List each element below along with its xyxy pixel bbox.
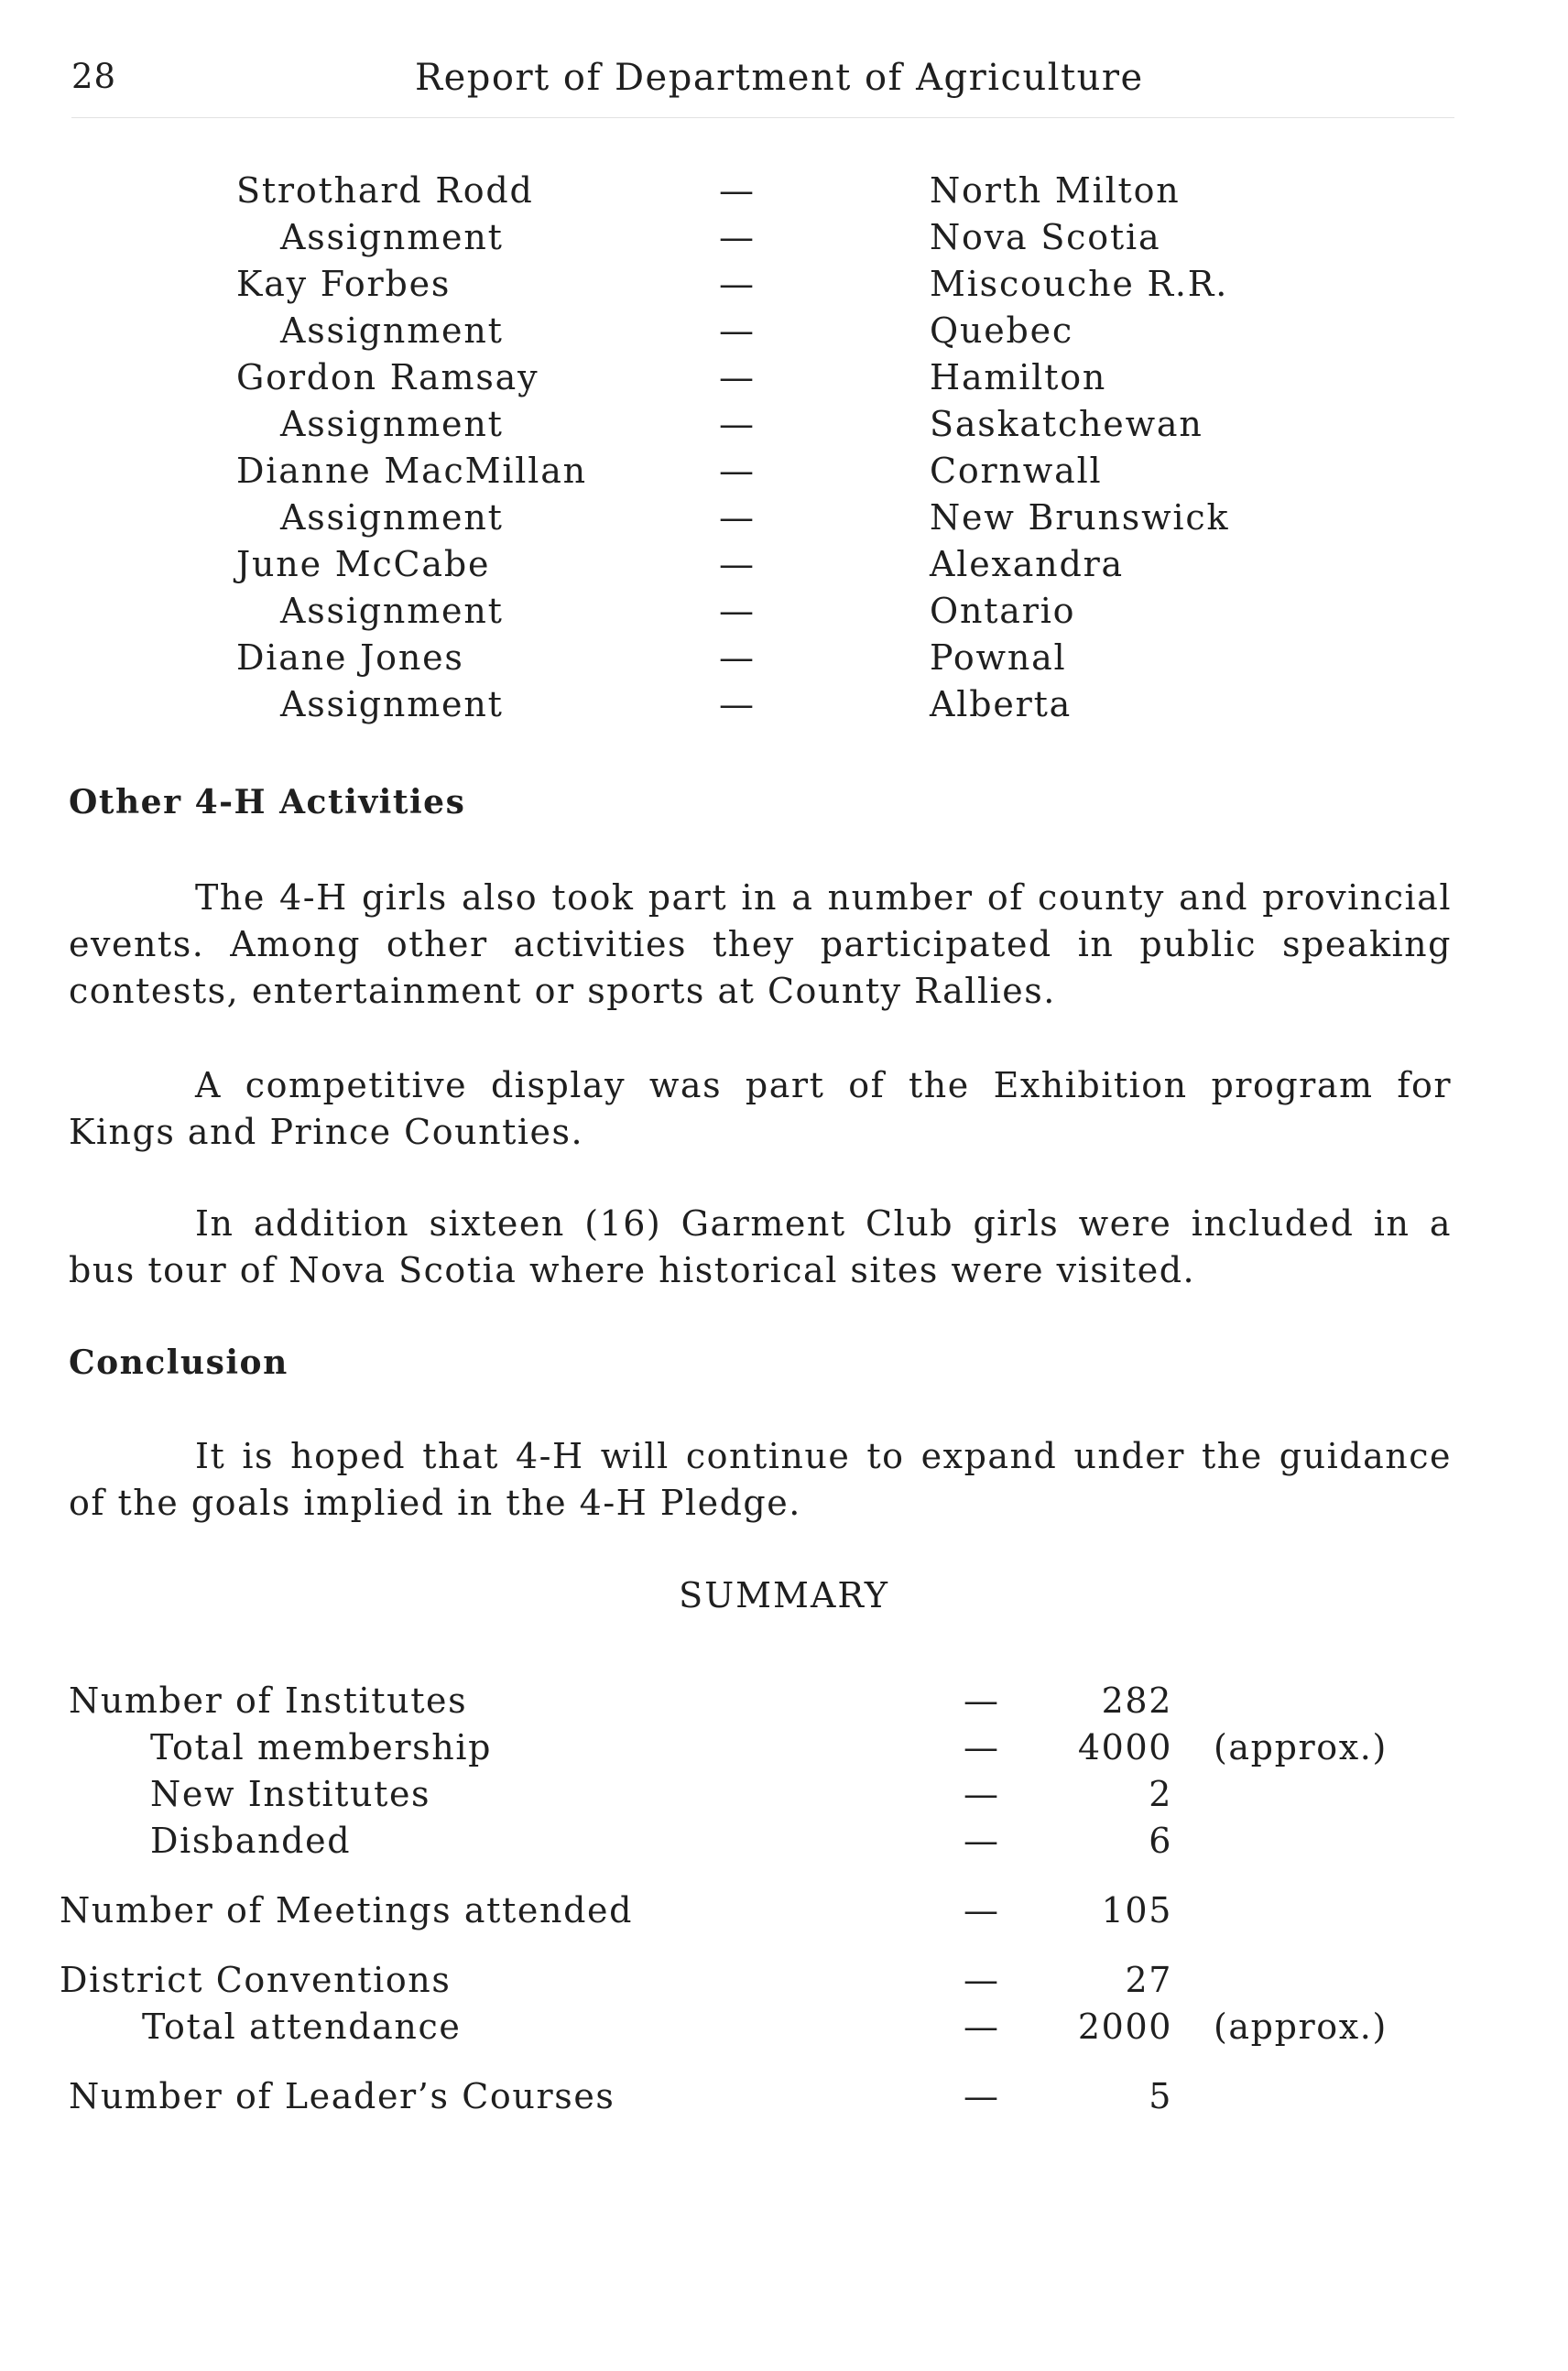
assignment-place: Ontario <box>930 591 1076 631</box>
summary-label: Number of Leader’s Courses <box>69 2076 615 2116</box>
summary-value: 105 <box>1101 1890 1172 1931</box>
summary-label: Disbanded <box>150 1821 352 1861</box>
dash: — <box>719 264 756 304</box>
assignment-name: Diane Jones <box>236 637 464 678</box>
assignment-row <box>0 451 1568 496</box>
assignment-name: Assignment <box>280 684 504 724</box>
assignment-name: Assignment <box>280 310 504 351</box>
assignment-place: New Brunswick <box>930 497 1230 538</box>
dash: — <box>964 1727 1000 1767</box>
assignment-place: Cornwall <box>930 451 1103 491</box>
assignment-name: June McCabe <box>236 544 491 584</box>
assignment-place: North Milton <box>930 170 1181 211</box>
assignment-name: Assignment <box>280 217 504 257</box>
assignment-name: Gordon Ramsay <box>236 357 539 397</box>
dash: — <box>964 1680 1000 1721</box>
assignment-row <box>0 264 1568 310</box>
summary-value: 4000 <box>1077 1727 1172 1767</box>
assignment-name: Kay Forbes <box>236 264 452 304</box>
assignment-row <box>0 497 1568 543</box>
running-title: Report of Department of Agriculture <box>415 57 1144 99</box>
dash: — <box>719 544 756 584</box>
assignment-row <box>0 591 1568 636</box>
dash: — <box>719 497 756 538</box>
dash: — <box>964 1960 1000 2000</box>
assignment-row <box>0 404 1568 450</box>
summary-label: Total membership <box>150 1727 493 1767</box>
paragraph: In addition sixteen (16) Garment Club girls were included in a bus tour of Nova Scotia where historical sites were visited. <box>69 1203 1452 1290</box>
dash: — <box>964 2007 1000 2047</box>
dash: — <box>719 170 756 211</box>
dash: — <box>719 217 756 257</box>
summary-value: 2 <box>1149 1774 1172 1814</box>
assignment-place: Alexandra <box>930 544 1124 584</box>
summary-value: 5 <box>1149 2076 1172 2116</box>
assignment-row <box>0 170 1568 216</box>
paragraph: The 4-H girls also took part in a number of county and provincial events. Among other activities they participated in public speaking contests, entertainment or sports at County Rallies. <box>69 877 1452 1011</box>
header-rule <box>71 117 1454 118</box>
assignment-name: Dianne MacMillan <box>236 451 587 491</box>
dash: — <box>964 1821 1000 1861</box>
assignment-row <box>0 217 1568 263</box>
dash: — <box>719 591 756 631</box>
page-header <box>71 57 1454 121</box>
dash: — <box>719 451 756 491</box>
dash: — <box>719 357 756 397</box>
dash: — <box>964 2076 1000 2116</box>
assignment-name: Assignment <box>280 591 504 631</box>
summary-value: 6 <box>1149 1821 1172 1861</box>
dash: — <box>719 637 756 678</box>
section-heading-other-activities: Other 4-H Activities <box>69 783 466 821</box>
paragraph: It is hoped that 4-H will continue to expand under the guidance of the goals implied in the 4-H Pledge. <box>69 1436 1452 1523</box>
summary-label: Number of Institutes <box>69 1680 468 1721</box>
summary-value: 2000 <box>1077 2007 1172 2047</box>
paragraph: A competitive display was part of the Exhibition program for Kings and Prince Counties. <box>69 1065 1452 1152</box>
assignment-place: Miscouche R.R. <box>930 264 1229 304</box>
assignment-row <box>0 637 1568 683</box>
summary-note: (approx.) <box>1214 1727 1388 1767</box>
summary-row <box>0 1821 1568 1866</box>
summary-row <box>0 2007 1568 2052</box>
summary-value: 27 <box>1125 1960 1172 2000</box>
summary-label: Number of Meetings attended <box>60 1890 634 1931</box>
dash: — <box>964 1890 1000 1931</box>
summary-row <box>0 2076 1568 2122</box>
summary-row <box>0 1960 1568 2006</box>
summary-row <box>0 1680 1568 1726</box>
summary-value: 282 <box>1101 1680 1172 1721</box>
assignment-place: Hamilton <box>930 357 1107 397</box>
assignment-row <box>0 684 1568 730</box>
assignment-place: Alberta <box>930 684 1073 724</box>
summary-row <box>0 1774 1568 1820</box>
summary-row <box>0 1890 1568 1936</box>
assignment-place: Pownal <box>930 637 1067 678</box>
assignment-row <box>0 357 1568 403</box>
dash: — <box>719 684 756 724</box>
assignment-name: Assignment <box>280 497 504 538</box>
assignment-name: Assignment <box>280 404 504 444</box>
page-number: 28 <box>71 57 117 96</box>
assignment-place: Nova Scotia <box>930 217 1161 257</box>
dash: — <box>719 404 756 444</box>
summary-label: Total attendance <box>142 2007 462 2047</box>
summary-note: (approx.) <box>1214 2007 1388 2047</box>
assignment-row <box>0 310 1568 356</box>
assignment-row <box>0 544 1568 590</box>
summary-label: District Conventions <box>60 1960 452 2000</box>
dash: — <box>964 1774 1000 1814</box>
summary-title: SUMMARY <box>679 1575 889 1615</box>
section-heading-conclusion: Conclusion <box>69 1343 289 1382</box>
summary-label: New Institutes <box>150 1774 431 1814</box>
assignment-place: Quebec <box>930 310 1074 351</box>
summary-row <box>0 1727 1568 1773</box>
dash: — <box>719 310 756 351</box>
assignment-place: Saskatchewan <box>930 404 1203 444</box>
assignment-name: Strothard Rodd <box>236 170 534 211</box>
